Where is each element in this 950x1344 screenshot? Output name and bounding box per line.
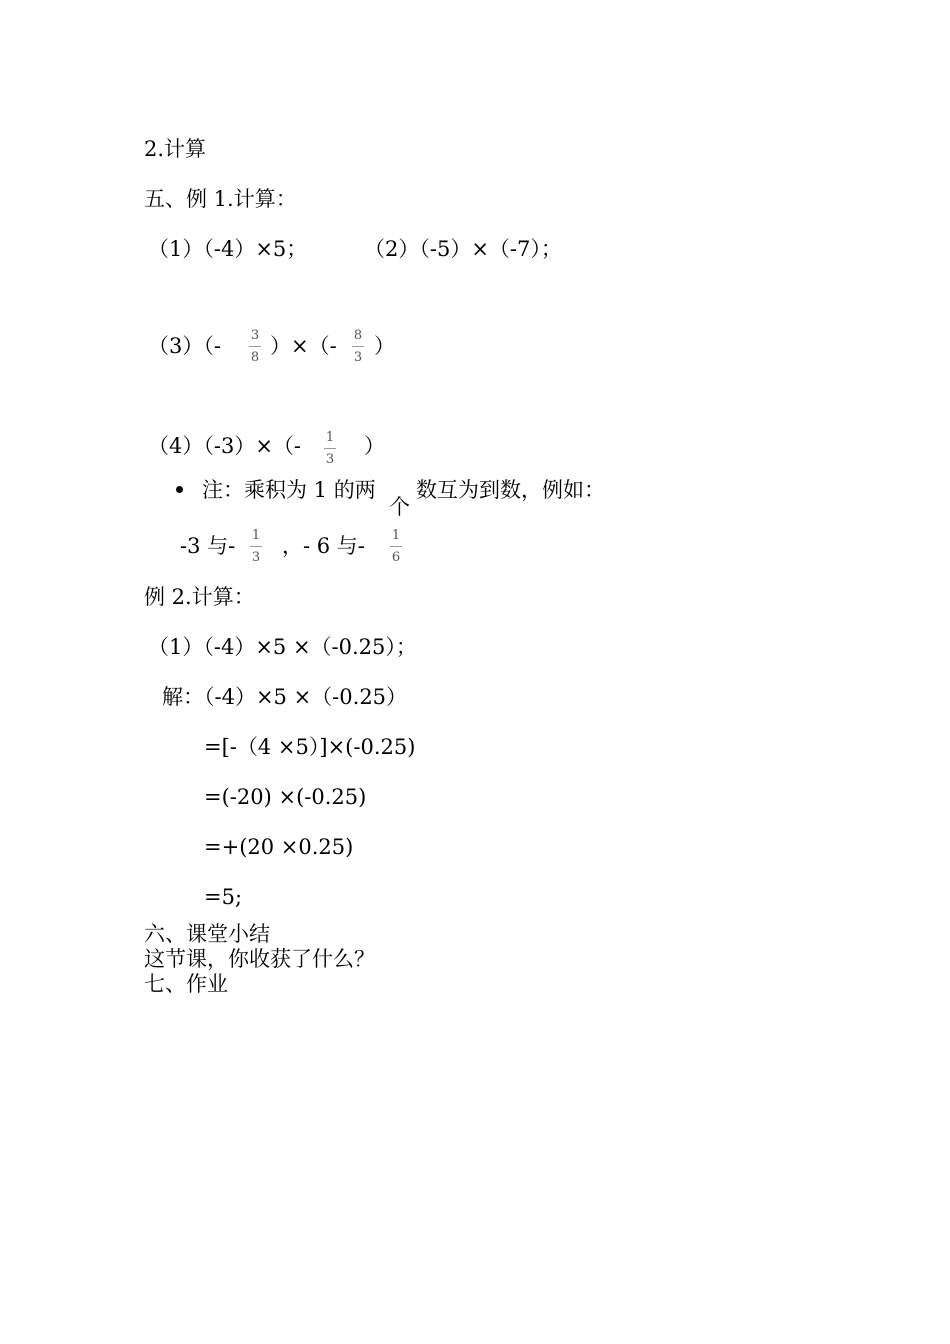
fraction-1-3-example	[249, 528, 263, 565]
problem-2: （2）（-5）×（-7）；	[364, 237, 562, 261]
fraction-bar	[250, 546, 262, 547]
fraction-1-3	[323, 430, 337, 467]
fraction-3-8	[248, 328, 262, 365]
summary-question: 这节课，你收获了什么？	[144, 947, 375, 971]
solution-step-2: =(-20) ×(-0.25)	[204, 785, 367, 809]
fraction-bar	[390, 546, 402, 547]
fraction-denominator: 3	[251, 550, 261, 565]
solution-step-1: =[-（4 ×5）]×(-0.25)	[204, 735, 416, 759]
fraction-1-6-example	[389, 528, 403, 565]
note-example-a: -3 与-	[180, 534, 236, 558]
example-2-problem-1: （1）（-4）×5 ×（-0.25）；	[148, 635, 417, 659]
problem-1: （1）（-4）×5；	[148, 237, 308, 261]
fraction-denominator: 3	[353, 350, 363, 365]
note-text-start: 注：乘积为 1 的两	[202, 478, 376, 502]
fraction-denominator: 8	[250, 350, 260, 365]
problem-4-prefix: （4）（-3）×（-	[148, 434, 302, 458]
fraction-numerator: 8	[353, 328, 363, 343]
fraction-numerator: 1	[251, 528, 261, 543]
fraction-denominator: 3	[325, 452, 335, 467]
solution-step-4: =5;	[204, 885, 243, 909]
fraction-8-3	[351, 328, 365, 365]
summary-title: 六、课堂小结	[144, 922, 270, 946]
fraction-bar	[352, 346, 364, 347]
solution-line: 解：（-4）×5 ×（-0.25）	[162, 685, 408, 709]
fraction-bar	[249, 346, 261, 347]
problem-3-middle: ）×（-	[270, 334, 337, 358]
homework-title: 七、作业	[144, 972, 228, 996]
note-char-ge: 个	[389, 495, 410, 519]
section-5-title: 五、例 1.计算：	[144, 187, 297, 211]
example-2-title: 例 2.计算：	[144, 585, 255, 609]
problem-3-suffix: ）	[374, 334, 395, 358]
fraction-numerator: 1	[325, 430, 335, 445]
fraction-bar	[324, 448, 336, 449]
solution-step-3: =+(20 ×0.25)	[204, 835, 354, 859]
problem-4-suffix: ）	[364, 434, 385, 458]
note-example-b: ，- 6 与-	[282, 534, 365, 558]
bullet-icon	[176, 486, 183, 493]
fraction-numerator: 3	[250, 328, 260, 343]
fraction-numerator: 1	[391, 528, 401, 543]
fraction-denominator: 6	[391, 550, 401, 565]
problem-3-prefix: （3）（-	[148, 334, 221, 358]
heading-calc: 2.计算	[144, 137, 207, 161]
note-text-end: 数互为到数，例如：	[416, 478, 605, 502]
